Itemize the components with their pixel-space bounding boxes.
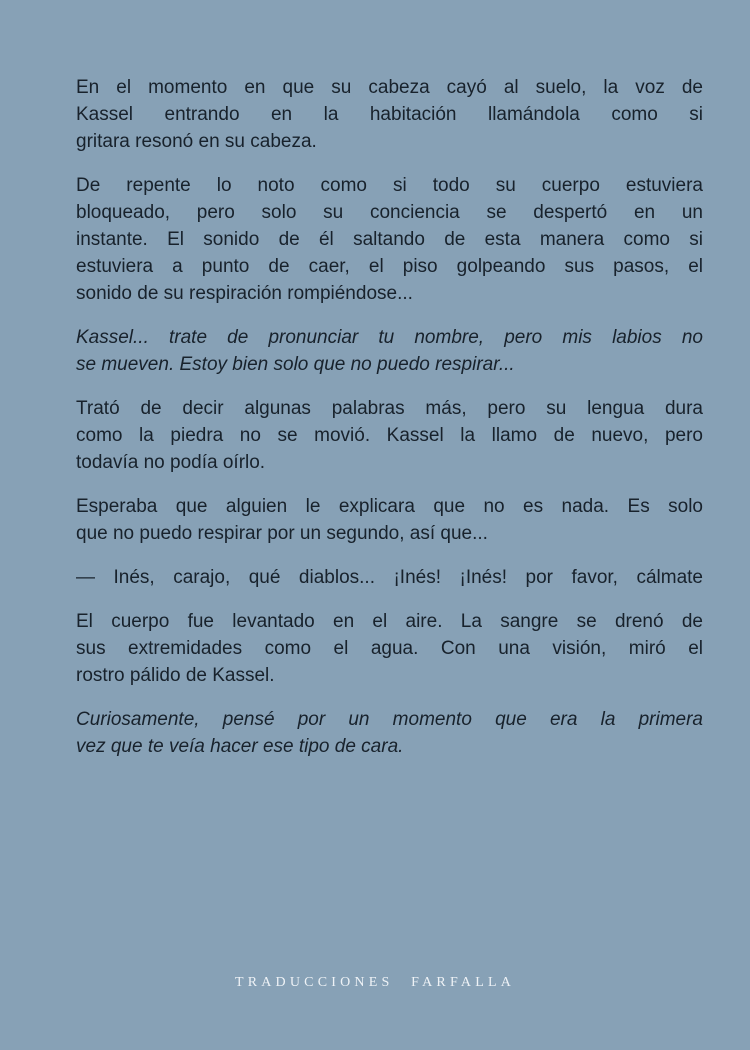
text-line: sonido de su respiración rompiéndose... [76, 283, 413, 304]
text-line: que no puedo respirar por un segundo, así que... [76, 523, 488, 544]
text-line: vez que te veía hacer ese tipo de cara. [76, 736, 404, 757]
text-line: El cuerpo fue levantado en el aire. La sangre se drenó de [76, 611, 703, 632]
text-line: todavía no podía oírlo. [76, 452, 266, 473]
text-line: — Inés, carajo, qué diablos... ¡Inés! ¡Inés! por favor, cálmate [76, 567, 703, 588]
footer-credit: TRADUCCIONES FARFALLA [234, 975, 516, 990]
italic-paragraph [76, 324, 703, 378]
text-line: gritara resonó en su cabeza. [76, 131, 317, 152]
paragraph [76, 395, 703, 476]
paragraph [76, 608, 703, 689]
text-line: Curiosamente, pensé por un momento que era la primera [76, 709, 703, 730]
text-line: como la piedra no se movió. Kassel la llamo de nuevo, pero [76, 425, 703, 446]
text-line: De repente lo noto como si todo su cuerpo estuviera [76, 175, 703, 196]
text-line: bloqueado, pero solo su conciencia se despertó en un [76, 202, 703, 223]
text-line: Kassel entrando en la habitación llamándola como si [76, 104, 703, 125]
text-line: instante. El sonido de él saltando de esta manera como si [76, 229, 703, 250]
text-line: se mueven. Estoy bien solo que no puedo respirar... [76, 354, 515, 375]
paragraph [76, 172, 703, 307]
text-line: sus extremidades como el agua. Con una visión, miró el [76, 638, 703, 659]
text-line: Kassel... trate de pronunciar tu nombre, pero mis labios no [76, 327, 703, 348]
page-body [76, 74, 703, 777]
text-line: En el momento en que su cabeza cayó al suelo, la voz de [76, 77, 703, 98]
text-line: estuviera a punto de caer, el piso golpeando sus pasos, el [76, 256, 703, 277]
paragraph [76, 74, 703, 155]
dialogue-paragraph [76, 564, 703, 591]
text-line: rostro pálido de Kassel. [76, 665, 275, 686]
italic-paragraph [76, 706, 703, 760]
paragraph [76, 493, 703, 547]
text-line: Trató de decir algunas palabras más, pero su lengua dura [76, 398, 703, 419]
text-line: Esperaba que alguien le explicara que no es nada. Es solo [76, 496, 703, 517]
